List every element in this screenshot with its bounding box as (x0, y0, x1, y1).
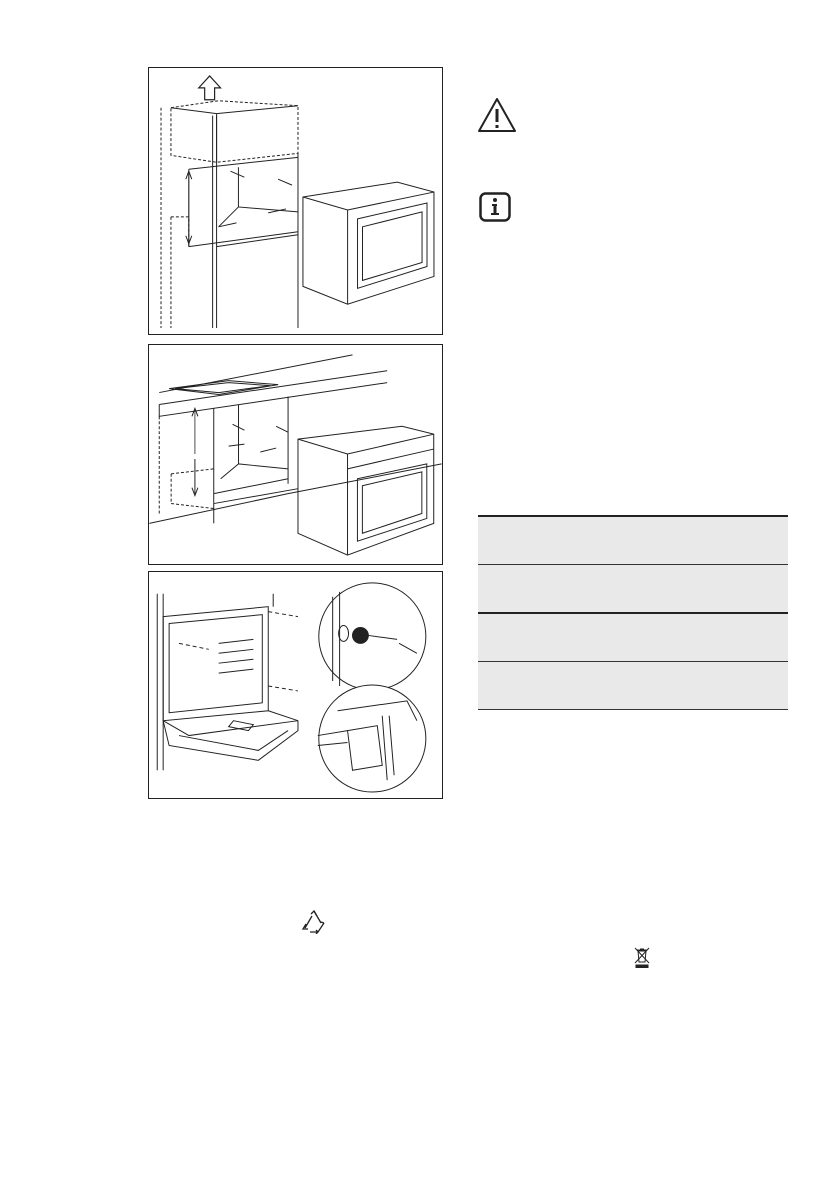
oven-fixing-screws-figure (148, 571, 443, 799)
table-cell-label (478, 516, 633, 565)
under-counter-installation-figure (148, 344, 443, 565)
column-installation-figure (148, 67, 443, 335)
specification-table (478, 515, 788, 710)
table-cell-value (633, 565, 788, 614)
table-cell-label (478, 662, 633, 710)
table-row (478, 516, 788, 565)
table-row (478, 565, 788, 614)
table-cell-label (478, 565, 633, 614)
info-icon (479, 192, 511, 222)
table-cell-label (478, 613, 633, 662)
table-cell-value (633, 613, 788, 662)
table-cell-value (633, 516, 788, 565)
table-row (478, 662, 788, 710)
recycle-icon (302, 910, 326, 934)
warning-triangle-icon (477, 97, 517, 133)
table-cell-value (633, 662, 788, 710)
crossed-out-bin-icon (634, 946, 650, 968)
table-row (478, 613, 788, 662)
